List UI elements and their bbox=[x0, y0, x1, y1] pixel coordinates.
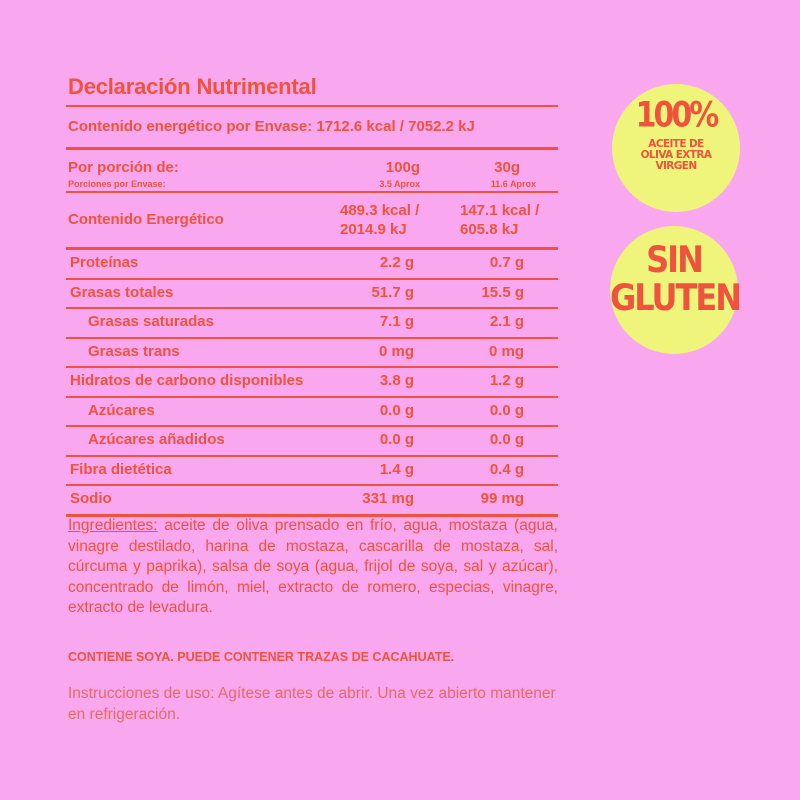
nutrient-row-fibra bbox=[66, 457, 558, 487]
nutrition-title: Declaración Nutrimental bbox=[68, 74, 317, 99]
nutrient-rows bbox=[66, 250, 558, 517]
nutrient-row-hidratos bbox=[66, 368, 558, 398]
energy-30g-kcal: 147.1 kcal / bbox=[460, 202, 540, 219]
nutrition-table bbox=[66, 105, 558, 517]
energy-100g-kj: 2014.9 kJ bbox=[340, 221, 407, 238]
nutrient-value-100g: 1.4 g bbox=[379, 460, 414, 478]
nutrient-row-grasas-totales bbox=[66, 280, 558, 310]
nutrient-label: Proteínas bbox=[70, 254, 139, 271]
portions-per-package-label: Porciones por Envase: bbox=[68, 179, 166, 189]
gluten-free-line: GLUTEN bbox=[610, 275, 740, 320]
energy-100g-kcal: 489.3 kcal / bbox=[340, 202, 420, 219]
olive-oil-line: ACEITE DE bbox=[648, 138, 704, 150]
nutrient-value-30g: 0.7 g bbox=[489, 254, 524, 271]
nutrient-label: Grasas trans bbox=[88, 342, 180, 360]
nutrient-label: Grasas totales bbox=[70, 283, 174, 301]
nutrient-value-30g: 2.1 g bbox=[489, 313, 524, 330]
nutrient-value-30g: 1.2 g bbox=[489, 372, 524, 389]
olive-oil-line: VIRGEN bbox=[655, 160, 697, 172]
portion-row bbox=[66, 150, 558, 191]
portion-100g: 100g bbox=[385, 159, 420, 176]
gluten-free-badge bbox=[610, 226, 738, 354]
nutrient-value-100g: 51.7 g bbox=[371, 283, 414, 301]
olive-oil-percent: 100% bbox=[635, 95, 717, 136]
energy-label: Contenido Energético bbox=[68, 211, 224, 228]
nutrient-label: Sodio bbox=[70, 490, 112, 507]
nutrient-label: Grasas saturadas bbox=[88, 313, 214, 330]
portion-label: Por porción de: bbox=[68, 159, 179, 176]
nutrient-value-30g: 15.5 g bbox=[481, 283, 524, 301]
nutrient-label: Azúcares añadidos bbox=[88, 431, 225, 448]
nutrient-label: Hidratos de carbono disponibles bbox=[70, 372, 304, 389]
energy-row bbox=[66, 193, 558, 247]
allergen-warning: CONTIENE SOYA. PUEDE CONTENER TRAZAS DE CACAHUATE. bbox=[68, 650, 455, 664]
nutrient-row-azucares bbox=[66, 398, 558, 428]
nutrient-row-grasas-saturadas bbox=[66, 309, 558, 339]
energy-30g bbox=[460, 201, 560, 239]
usage-instructions: Instrucciones de uso: Agítese antes de abrir. Una vez abierto mantener en refrigeración. bbox=[68, 685, 556, 723]
nutrient-value-30g: 0 mg bbox=[488, 342, 524, 360]
portions-30g-count: 11.6 Aprox bbox=[490, 179, 536, 189]
nutrient-value-30g: 0.4 g bbox=[489, 460, 524, 478]
olive-oil-badge bbox=[612, 84, 740, 212]
nutrient-value-100g: 2.2 g bbox=[379, 254, 414, 271]
nutrient-row-grasas-trans bbox=[66, 339, 558, 369]
energy-30g-kj: 605.8 kJ bbox=[460, 221, 519, 238]
olive-oil-text bbox=[630, 139, 722, 172]
nutrient-row-sodio bbox=[66, 486, 558, 517]
nutrient-value-30g: 0.0 g bbox=[489, 431, 524, 448]
nutrient-value-100g: 0.0 g bbox=[379, 401, 414, 419]
portion-30g: 30g bbox=[494, 159, 520, 176]
ingredients-text: aceite de oliva prensado en frío, agua, mostaza (agua, vinagre destilado, harina de mostaza, cascarilla de mostaza, sal, cúrcuma y paprika), salsa de soya (agua, frijol de soya, sal y azúcar), concentrado de limón, miel, extracto de romero, especias, vinagre, extracto de levadura. bbox=[68, 517, 558, 616]
nutrient-row-proteinas bbox=[66, 250, 558, 280]
nutrient-value-30g: 99 mg bbox=[480, 490, 524, 507]
nutrient-value-100g: 3.8 g bbox=[379, 372, 414, 389]
nutrient-value-100g: 0.0 g bbox=[379, 431, 414, 448]
nutrient-label: Fibra dietética bbox=[70, 460, 172, 478]
nutrient-value-100g: 331 mg bbox=[362, 490, 414, 507]
nutrient-value-100g: 0 mg bbox=[378, 342, 414, 360]
gluten-free-line: SIN bbox=[646, 237, 702, 282]
ingredients-heading: Ingredientes: bbox=[68, 517, 158, 534]
nutrient-label: Azúcares bbox=[88, 401, 155, 419]
nutrient-value-100g: 7.1 g bbox=[379, 313, 414, 330]
nutrient-value-30g: 0.0 g bbox=[489, 401, 524, 419]
portions-100g-count: 3.5 Aprox bbox=[379, 179, 420, 189]
gluten-free-text bbox=[610, 237, 740, 320]
energy-100g bbox=[340, 201, 440, 239]
olive-oil-line: OLIVA EXTRA bbox=[640, 149, 712, 161]
ingredients-paragraph bbox=[68, 516, 558, 619]
nutrient-row-azucares-anadidos bbox=[66, 427, 558, 457]
energy-per-package: Contenido energético por Envase: 1712.6 kcal / 7052.2 kJ bbox=[68, 118, 475, 135]
